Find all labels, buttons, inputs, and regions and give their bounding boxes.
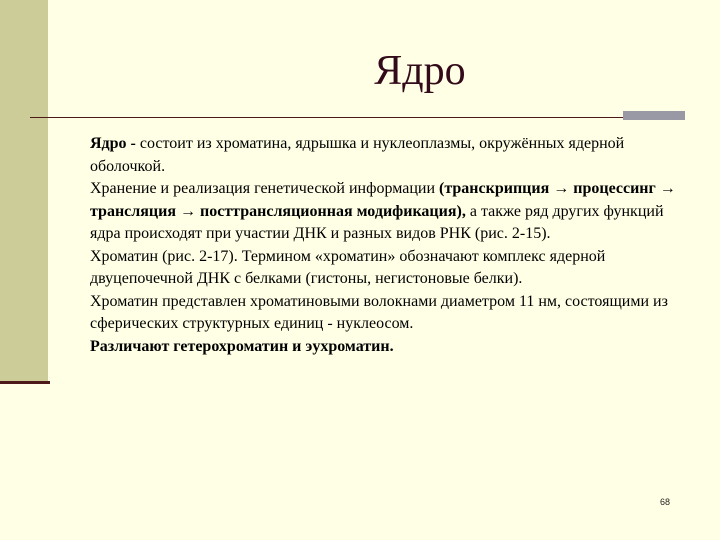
genetic-info-text: Хранение и реализация генетической информации xyxy=(90,180,439,197)
paragraph-chromatin-types xyxy=(90,336,690,359)
page-number: 68 xyxy=(660,497,671,507)
chromatin-types-text: Различают гетерохроматин и эухроматин. xyxy=(90,337,394,355)
slide-body xyxy=(90,133,690,358)
paragraph-nucleus-definition xyxy=(90,133,690,178)
left-side-bar xyxy=(0,0,48,381)
title-divider xyxy=(30,117,685,118)
paragraph-chromatin-definition: Хроматин (рис. 2-17). Термином «хроматин» обозначают комплекс ядерной двуцепочечной ДНК с белками (гистоны, негистоновые белки). xyxy=(90,247,606,287)
genetic-info-tail: а также ряд других функций ядра происходят при участии ДНК и разных видов РНК (рис. 2-15). xyxy=(90,202,664,242)
paragraph-chromatin-fibers: Хроматин представлен хроматиновыми волокнами диаметром 11 нм, состоящими из сферических структурных единиц - нуклеосом. xyxy=(90,292,668,332)
nucleus-definition-text: состоит из хроматина, ядрышка и нуклеоплазмы, окружённых ядерной оболочкой. xyxy=(90,135,625,175)
divider-accent-block xyxy=(623,111,685,120)
term-nucleus: Ядро - xyxy=(90,135,140,152)
paragraph-genetic-info xyxy=(90,178,690,246)
side-bar-underline xyxy=(0,381,50,384)
slide-title: Ядро xyxy=(374,48,466,94)
expression-steps: (транскрипция → процессинг → трансляция → посттрансляционная модификация), xyxy=(90,180,676,220)
